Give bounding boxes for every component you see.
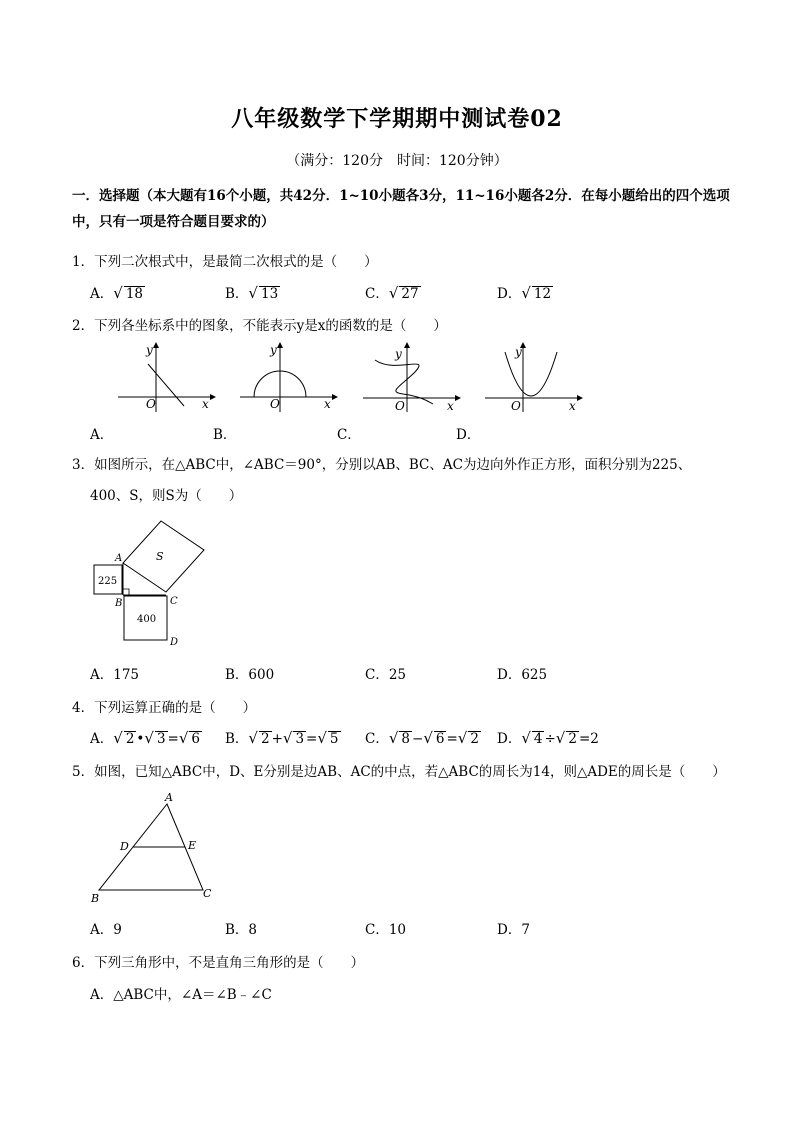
q3-stem-line2: 400、S，则S为（ ） bbox=[90, 488, 243, 504]
q4-option-b: B．√ 2 +√ 3 =√ 5 bbox=[225, 729, 339, 747]
svg-text:y: y bbox=[395, 347, 402, 361]
svg-text:D: D bbox=[170, 637, 179, 648]
q1-option-c: C．√ 27 bbox=[365, 284, 419, 302]
q5-stem: 5．如图，已知△ABC中，D、E分别是边AB、AC的中点，若△ABC的周长为14，则△ADE的周长是（ ） bbox=[72, 764, 726, 780]
q3-squares-figure bbox=[85, 515, 215, 655]
exam-info: （满分：120分 时间：120分钟） bbox=[286, 153, 508, 169]
q4-option-a: A．√ 2 •√ 3 =√ 6 bbox=[90, 729, 200, 747]
svg-text:O: O bbox=[511, 399, 521, 413]
svg-text:C: C bbox=[170, 596, 178, 607]
q5-option-d: D．7 bbox=[497, 922, 530, 938]
svg-text:A: A bbox=[115, 553, 123, 564]
q2-graph-d bbox=[477, 340, 587, 415]
q1-option-d: D．√ 12 bbox=[497, 284, 552, 302]
section-heading: 一．选择题（本大题有16个小题，共42分．1~10小题各3分，11~16小题各2分．在每小题给出的四个选项中，只有一项是符合题目要求的） bbox=[72, 188, 730, 230]
q2-option-b: B． bbox=[213, 427, 237, 443]
q4-stem: 4．下列运算正确的是（ ） bbox=[72, 700, 257, 716]
svg-text:x: x bbox=[569, 399, 576, 413]
q3-option-b: B．600 bbox=[225, 667, 275, 683]
svg-text:y: y bbox=[146, 343, 153, 357]
q2-stem: 2．下列各坐标系中的图象，不能表示y是x的函数的是（ ） bbox=[72, 318, 447, 334]
q2-graph-b bbox=[232, 340, 342, 415]
svg-text:C: C bbox=[203, 887, 212, 900]
svg-text:A: A bbox=[165, 791, 173, 804]
svg-text:E: E bbox=[188, 839, 197, 852]
svg-text:225: 225 bbox=[98, 576, 118, 587]
q3-option-c: C．25 bbox=[365, 667, 407, 683]
svg-text:S: S bbox=[156, 550, 164, 563]
q2-option-c: C． bbox=[337, 427, 361, 443]
q2-graph-a bbox=[110, 340, 220, 415]
svg-text:O: O bbox=[270, 397, 280, 411]
svg-text:O: O bbox=[146, 397, 156, 411]
q2-option-a: A． bbox=[90, 427, 114, 443]
q3-option-a: A．175 bbox=[90, 667, 140, 683]
q5-option-a: A．9 bbox=[90, 922, 122, 938]
page-title: 八年级数学下学期期中测试卷02 bbox=[231, 106, 563, 132]
svg-text:x: x bbox=[447, 399, 454, 413]
q5-option-c: C．10 bbox=[365, 922, 407, 938]
q5-option-b: B．8 bbox=[225, 922, 258, 938]
q2-graph-c bbox=[355, 340, 465, 415]
q4-option-c: C．√ 8 −√ 6 =√ 2 bbox=[365, 729, 479, 747]
q5-triangle-figure bbox=[85, 790, 225, 910]
q6-option-a: A．△ABC中，∠A＝∠B﹣∠C bbox=[90, 987, 272, 1003]
svg-text:x: x bbox=[324, 397, 331, 411]
svg-text:400: 400 bbox=[137, 614, 157, 625]
svg-text:O: O bbox=[395, 399, 405, 413]
q1-option-a: A．√ 18 bbox=[90, 284, 143, 302]
q6-stem: 6．下列三角形中，不是直角三角形的是（ ） bbox=[72, 955, 365, 971]
svg-text:y: y bbox=[270, 343, 277, 357]
q3-stem-line1: 3．如图所示，在△ABC中，∠ABC＝90°，分别以AB、BC、AC为边向外作正方形，面积分别为225、 bbox=[72, 457, 692, 473]
q4-option-d: D．√ 4 ÷√ 2 =2 bbox=[497, 729, 599, 747]
svg-text:B: B bbox=[91, 892, 100, 905]
q3-option-d: D．625 bbox=[497, 667, 548, 683]
svg-text:B: B bbox=[115, 598, 123, 609]
q1-option-b: B．√ 13 bbox=[225, 284, 279, 302]
svg-text:y: y bbox=[515, 345, 522, 359]
svg-text:x: x bbox=[202, 397, 209, 411]
q1-stem: 1．下列二次根式中，是最简二次根式的是（ ） bbox=[72, 254, 378, 270]
svg-text:D: D bbox=[120, 840, 129, 853]
q2-option-d: D． bbox=[456, 427, 481, 443]
